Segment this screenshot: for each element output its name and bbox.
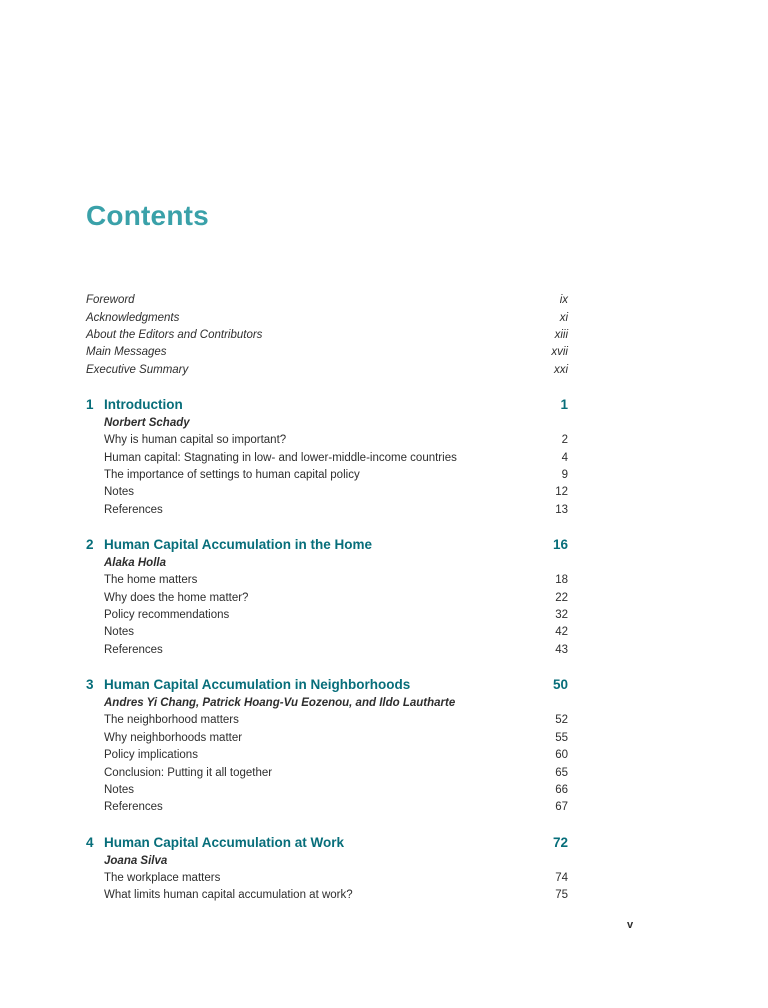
chapter-number: 3 bbox=[86, 677, 94, 693]
front-matter-entry bbox=[86, 327, 568, 344]
chapter-body bbox=[86, 852, 568, 905]
entry-label: What limits human capital accumulation at work? bbox=[104, 889, 353, 902]
entry-page: xxi bbox=[553, 363, 568, 376]
entry-label: References bbox=[104, 643, 163, 656]
entry-label: Policy implications bbox=[104, 749, 198, 762]
entry-label: Notes bbox=[104, 783, 135, 796]
front-matter-entry bbox=[86, 292, 568, 309]
toc-entry bbox=[104, 747, 568, 764]
entry-label: Executive Summary bbox=[86, 363, 189, 376]
chapter-authors: Norbert Schady bbox=[104, 417, 190, 430]
toc-entry bbox=[104, 887, 568, 904]
entry-page: 4 bbox=[561, 451, 568, 464]
entry-page: 42 bbox=[555, 626, 568, 639]
chapter-authors: Andres Yi Chang, Patrick Hoang-Vu Eozenou, and Ildo Lautharte bbox=[104, 697, 456, 710]
entry-page: 75 bbox=[555, 889, 568, 902]
entry-label: The home matters bbox=[104, 574, 198, 587]
entry-label: Conclusion: Putting it all together bbox=[104, 766, 273, 779]
toc-entry bbox=[104, 870, 568, 887]
entry-label: About the Editors and Contributors bbox=[86, 329, 263, 341]
entry-page: ix bbox=[559, 294, 568, 307]
chapter-number: 2 bbox=[86, 537, 94, 553]
entry-page: 22 bbox=[555, 591, 568, 604]
chapter-number: 4 bbox=[86, 834, 94, 850]
chapter-authors: Joana Silva bbox=[104, 854, 168, 867]
chapter-block bbox=[86, 833, 568, 905]
entry-page: 67 bbox=[555, 801, 568, 814]
entry-label: Notes bbox=[104, 626, 135, 639]
toc-entry bbox=[104, 432, 568, 449]
toc-entry bbox=[104, 642, 568, 659]
entry-label: The neighborhood matters bbox=[104, 714, 239, 727]
toc-entry bbox=[104, 730, 568, 747]
entry-page: 2 bbox=[561, 434, 568, 447]
entry-page: 9 bbox=[561, 469, 568, 482]
toc-content bbox=[86, 0, 568, 905]
front-matter-entry bbox=[86, 344, 568, 361]
chapter-heading bbox=[86, 535, 568, 554]
chapter-authors: Alaka Holla bbox=[104, 557, 166, 570]
entry-label: Foreword bbox=[86, 294, 135, 307]
chapter-block bbox=[86, 535, 568, 659]
entry-label: Main Messages bbox=[86, 346, 167, 359]
chapter-page: 16 bbox=[552, 537, 568, 553]
chapter-body bbox=[86, 414, 568, 519]
chapter-number: 1 bbox=[86, 397, 94, 413]
toc-entry bbox=[104, 484, 568, 501]
toc-entry bbox=[104, 765, 568, 782]
chapter-title: Introduction bbox=[104, 397, 183, 413]
chapter-page: 1 bbox=[560, 397, 568, 413]
entry-label: The workplace matters bbox=[104, 871, 221, 884]
entry-page: 43 bbox=[555, 643, 568, 656]
chapter-block bbox=[86, 395, 568, 519]
entry-page: 32 bbox=[555, 609, 568, 622]
toc-entry bbox=[104, 607, 568, 624]
entry-label: Why does the home matter? bbox=[104, 591, 249, 604]
entry-page: 74 bbox=[555, 871, 568, 884]
toc-entry bbox=[104, 590, 568, 607]
front-matter-entry bbox=[86, 362, 568, 379]
chapter-title: Human Capital Accumulation at Work bbox=[104, 834, 345, 850]
toc-entry bbox=[104, 502, 568, 519]
toc-entry bbox=[104, 624, 568, 641]
chapter-block bbox=[86, 675, 568, 816]
entry-label: Acknowledgments bbox=[86, 311, 180, 324]
toc-entry bbox=[104, 782, 568, 799]
entry-page: 18 bbox=[555, 574, 568, 587]
entry-label: References bbox=[104, 503, 163, 516]
chapter-title: Human Capital Accumulation in Neighborhoods bbox=[104, 677, 411, 693]
chapter-body bbox=[86, 554, 568, 659]
toc-entry bbox=[104, 450, 568, 467]
entry-page: 13 bbox=[555, 503, 568, 516]
entry-page: 55 bbox=[555, 731, 568, 744]
chapter-page: 50 bbox=[552, 677, 568, 693]
entry-page: xiii bbox=[554, 329, 568, 341]
page-title: Contents bbox=[86, 200, 209, 231]
entry-page: 12 bbox=[555, 486, 568, 499]
chapter-heading bbox=[86, 833, 568, 852]
toc-entry bbox=[104, 572, 568, 589]
toc-entry bbox=[104, 799, 568, 816]
entry-label: Policy recommendations bbox=[104, 609, 230, 622]
chapter-page: 72 bbox=[552, 834, 568, 850]
entry-page: 66 bbox=[555, 783, 568, 796]
entry-label: Notes bbox=[104, 486, 135, 499]
chapter-body bbox=[86, 694, 568, 816]
entry-label: References bbox=[104, 801, 163, 814]
entry-page: xi bbox=[559, 311, 568, 324]
entry-page: 60 bbox=[555, 749, 568, 762]
entry-label: Human capital: Stagnating in low- and lower-middle-income countries bbox=[104, 451, 457, 464]
entry-label: Why is human capital so important? bbox=[104, 434, 287, 447]
chapter-title: Human Capital Accumulation in the Home bbox=[104, 537, 373, 553]
entry-label: The importance of settings to human capital policy bbox=[104, 469, 360, 482]
folio-page-number: v bbox=[627, 919, 634, 931]
entry-page: 52 bbox=[555, 714, 568, 727]
entry-page: xvii bbox=[551, 346, 568, 359]
entry-label: Why neighborhoods matter bbox=[104, 731, 243, 744]
entry-page: 65 bbox=[555, 766, 568, 779]
toc-entry bbox=[104, 712, 568, 729]
front-matter-list bbox=[86, 292, 568, 379]
toc-entry bbox=[104, 467, 568, 484]
chapter-heading bbox=[86, 395, 568, 414]
front-matter-entry bbox=[86, 310, 568, 327]
chapter-heading bbox=[86, 675, 568, 694]
